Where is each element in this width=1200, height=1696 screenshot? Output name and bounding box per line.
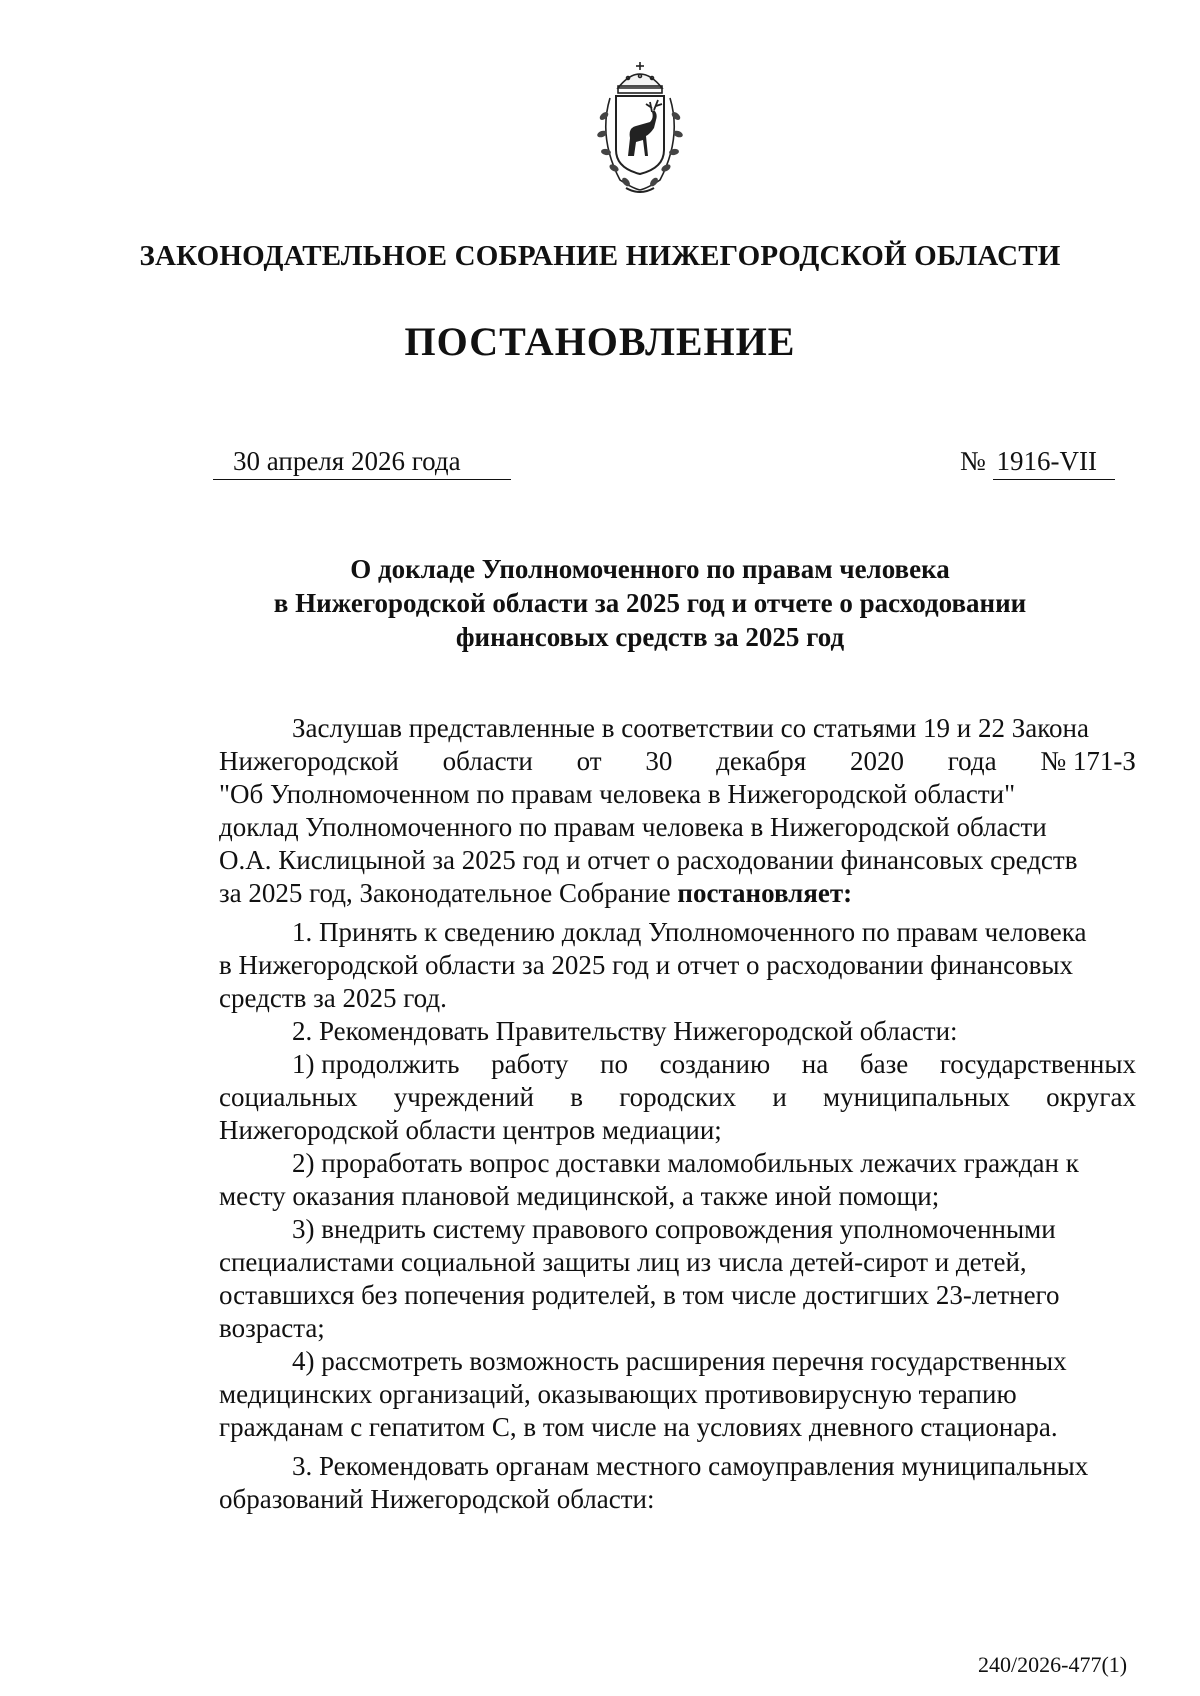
document-code: 240/2026-477(1) (978, 1652, 1128, 1677)
word: городских (619, 1082, 737, 1112)
word: работу (491, 1049, 569, 1079)
document-body (219, 712, 1136, 1516)
text: специалистами социальной защиты лиц из числа детей-сирот и детей, (219, 1247, 1027, 1277)
item2-sub4-line (219, 1378, 1136, 1411)
item2-sub3-line (219, 1312, 1136, 1345)
item2-sub1-line-justified (219, 1048, 1136, 1081)
text: Заслушав представленные в соответствии со статьями 19 и 22 Закона (292, 713, 1089, 743)
word: декабря (716, 746, 807, 776)
coat-of-arms-emblem (580, 58, 700, 198)
text: "Об Уполномоченном по правам человека в Нижегородской области" (219, 779, 1016, 809)
text: 3. Рекомендовать органам местного самоуправления муниципальных (292, 1451, 1089, 1481)
word: муниципальных (823, 1082, 1010, 1112)
word: по (600, 1049, 629, 1079)
item2-sub1-line-justified (219, 1081, 1136, 1114)
item1-line (219, 916, 1136, 949)
preamble-line (219, 877, 1136, 910)
document-date: 30 апреля 2026 года (213, 446, 511, 480)
text: Нижегородской области центров медиации; (219, 1115, 722, 1145)
preamble-line (219, 712, 1136, 745)
word: и (772, 1082, 787, 1112)
item2-line (219, 1015, 1136, 1048)
document-type-title: ПОСТАНОВЛЕНИЕ (404, 319, 796, 364)
word: Нижегородской (219, 746, 399, 776)
item2-sub3-line (219, 1213, 1136, 1246)
word: округах (1046, 1082, 1136, 1112)
text: доклад Уполномоченного по правам человека в Нижегородской области (219, 812, 1047, 842)
text: за 2025 год, Законодательное Собрание (219, 878, 678, 908)
text: в Нижегородской области за 2025 год и отчет о расходовании финансовых (219, 950, 1074, 980)
text: О.А. Кислицыной за 2025 год и отчет о расходовании финансовых средств (219, 845, 1078, 875)
text: оставшихся без попечения родителей, в том числе достигших 23-летнего (219, 1280, 1060, 1310)
text: месту оказания плановой медицинской, а также иной помощи; (219, 1181, 940, 1211)
number-value: 1916-VII (993, 446, 1115, 480)
item1-line (219, 949, 1136, 982)
number-prefix: № (960, 446, 986, 476)
subject-line: в Нижегородской области за 2025 год и отчете о расходовании (273, 588, 1027, 618)
subject-line: О докладе Уполномоченного по правам человека (350, 554, 950, 584)
word: учреждений (393, 1082, 534, 1112)
item2-sub4-line (219, 1345, 1136, 1378)
word: № 171-З (1040, 746, 1136, 776)
item2-sub3-line (219, 1246, 1136, 1279)
item3-line (219, 1450, 1136, 1483)
word: созданию (659, 1049, 771, 1079)
text: возраста; (219, 1313, 325, 1343)
document-subject (200, 552, 1100, 654)
word: социальных (219, 1082, 358, 1112)
text: образований Нижегородской области: (219, 1484, 655, 1514)
word: 1) продолжить (292, 1049, 460, 1079)
text: средств за 2025 год. (219, 983, 447, 1013)
word: на (801, 1049, 829, 1079)
word: государственных (939, 1049, 1136, 1079)
item2-sub1-line (219, 1114, 1136, 1147)
text: 4) рассмотреть возможность расширения перечня государственных (292, 1346, 1067, 1376)
text: гражданам с гепатитом С, в том числе на условиях дневного стационара. (219, 1412, 1058, 1442)
preamble-line (219, 778, 1136, 811)
item1-line (219, 982, 1136, 1015)
preamble-line-justified (219, 745, 1136, 778)
organization-title: ЗАКОНОДАТЕЛЬНОЕ СОБРАНИЕ НИЖЕГОРОДСКОЙ ОБЛАСТИ (139, 240, 1061, 272)
resolution-keyword: постановляет: (677, 878, 853, 908)
text: 2) проработать вопрос доставки маломобильных лежачих граждан к (292, 1148, 1079, 1178)
item2-sub2-line (219, 1180, 1136, 1213)
word: 2020 (849, 746, 904, 776)
word: 30 (645, 746, 673, 776)
document-number (960, 446, 1115, 480)
text: медицинских организаций, оказывающих противовирусную терапию (219, 1379, 1017, 1409)
preamble-line (219, 844, 1136, 877)
item2-sub2-line (219, 1147, 1136, 1180)
word: в (570, 1082, 583, 1112)
preamble-line (219, 811, 1136, 844)
item2-sub4-line (219, 1411, 1136, 1444)
text: 2. Рекомендовать Правительству Нижегородской области: (292, 1016, 958, 1046)
text: 3) внедрить системy правового сопровождения уполномоченными (292, 1214, 1056, 1244)
subject-line: финансовых средств за 2025 год (455, 622, 845, 652)
word: года (947, 746, 997, 776)
word: от (576, 746, 602, 776)
item2-sub3-line (219, 1279, 1136, 1312)
word: базе (859, 1049, 909, 1079)
text: 1. Принять к сведению доклад Уполномоченного по правам человека (292, 917, 1087, 947)
item3-line (219, 1483, 1136, 1516)
word: области (442, 746, 533, 776)
